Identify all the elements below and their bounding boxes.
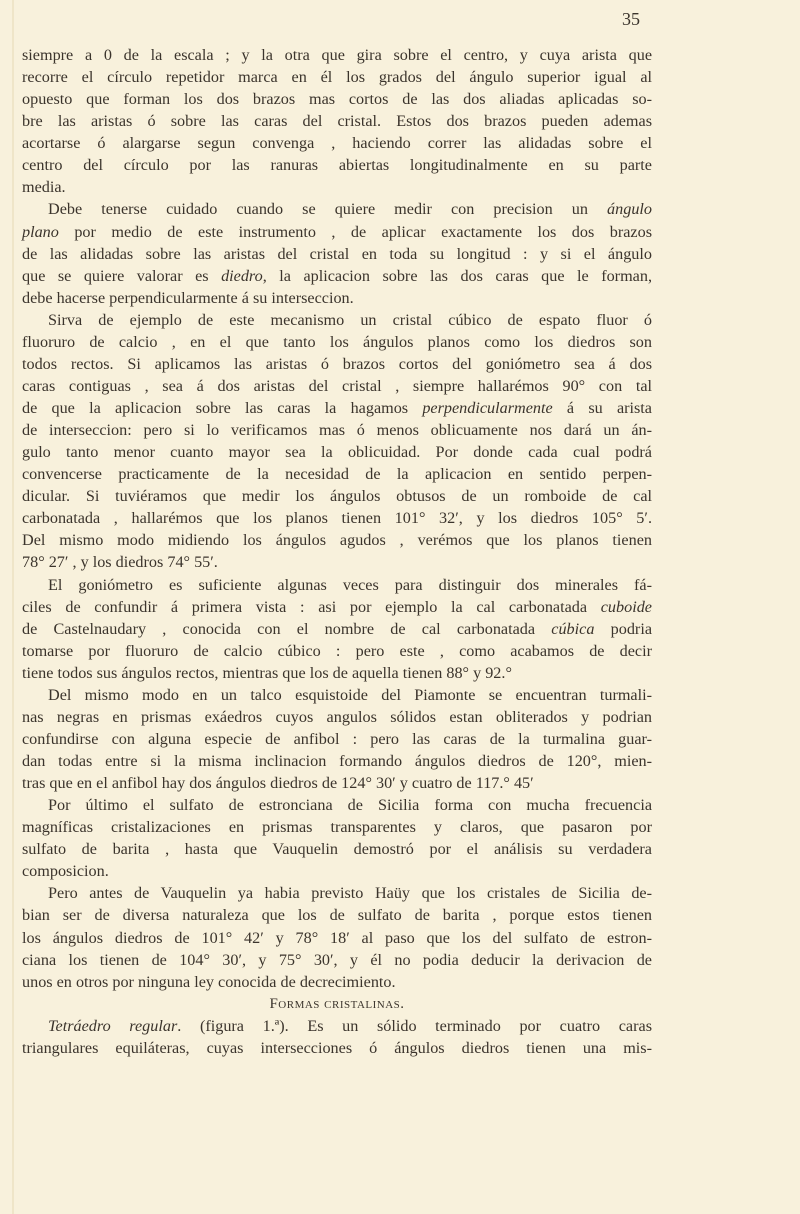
text-line-content [48,882,652,904]
text-line [22,662,652,684]
text-line [22,882,652,904]
text-line [22,529,652,551]
section-heading [22,993,652,1015]
text-line [22,463,652,485]
text-line [22,860,652,882]
text-line-content [22,551,218,573]
text-line-content [22,927,652,949]
text-line-content [22,971,396,993]
text-segment: Del mismo modo en un talco esquistoide del Piamonte se encuentran turmali- [48,685,652,704]
text-line [22,1015,652,1037]
text-line-content [22,287,354,309]
text-segment: unos en otros por ninguna ley conocida de decrecimiento. [22,972,396,991]
text-line [22,110,652,132]
text-line [22,176,652,198]
text-line-content [22,44,652,66]
italic-text: diedro [221,266,263,285]
text-line [22,596,652,618]
text-segment: convencerse practicamente de la necesidad de la aplicacion en sentido perpen- [22,465,653,484]
text-segment: de las alidadas sobre las aristas del cristal en toda su longitud : y si el ángulo [22,244,652,263]
text-line [22,816,652,838]
text-line [22,66,652,88]
text-segment: opuesto que forman los dos brazos mas cortos de las dos aliadas aplicadas so- [22,90,652,109]
text-segment: á su arista [552,399,652,417]
text-line-content [22,507,652,529]
text-line [22,904,652,926]
italic-text: Tetráedro regular [48,1016,178,1035]
text-line-content [22,640,652,662]
text-segment: recorre el círculo repetidor marca en él los grados del ángulo superior igual al [22,68,652,87]
italic-text: perpendicularmente [422,399,553,417]
text-line-content [48,309,652,331]
text-segment: ciles de confundir á primera vista : asi por ejemplo la cal carbonatada [22,597,601,616]
text-segment: podria [594,619,653,638]
text-segment: fluoruro de calcio , en el que tanto los ángulos planos como los diedros son [22,332,652,351]
text-line-content [22,88,652,110]
text-line [22,684,652,706]
text-line-content [22,750,652,772]
page-number: 35 [622,9,640,29]
text-line [22,772,652,794]
text-line [22,574,652,596]
text-segment: todos rectos. Si aplicamos las aristas ó brazos cortos del goniómetro sea á dos [22,354,652,373]
text-line [22,927,652,949]
text-line [22,132,652,154]
text-line [22,397,652,419]
text-line-content [269,993,404,1015]
page-edge-shadow [12,0,14,1214]
italic-text: plano [22,222,59,241]
text-line-content [22,66,652,88]
text-line [22,485,652,507]
text-line-content [22,176,66,198]
text-segment: bian ser de diversa naturaleza que los de sulfato de barita , porque estos tienen [22,906,652,925]
text-line [22,353,652,375]
text-segment: magníficas cristalizaciones en prismas transparentes y claros, que pasaron por [22,818,653,837]
text-segment: carbonatada , hallarémos que los planos tienen 101° 32′, y los diedros 105° 5′. [22,509,652,528]
text-line-content [22,529,652,551]
text-segment: debe hacerse perpendicularmente á su interseccion. [22,288,354,307]
text-line [22,44,652,66]
text-line [22,265,652,287]
text-line-content [22,331,652,353]
text-segment: Pero antes de Vauquelin ya habia previsto Haüy que los cristales de Sicilia de- [48,884,652,903]
text-line-content [22,816,652,838]
text-line-content [22,353,652,375]
text-line-content [22,154,652,176]
text-line [22,287,652,309]
text-line [22,375,652,397]
text-line-content [48,574,652,596]
text-segment: Por último el sulfato de estronciana de Sicilia forma con mucha frecuencia [48,796,653,815]
text-line-content [22,441,652,463]
text-segment: Formas cristalinas. [269,995,405,1012]
text-line-content [22,485,652,507]
text-segment: gulo tanto menor cuanto mayor sea la oblicuidad. Por donde cada cual podrá [22,443,652,462]
text-segment: siempre a 0 de la escala ; y la otra que gira sobre el centro, y cuya arista que [22,46,652,64]
text-line-content [22,618,652,640]
text-segment: Sirva de ejemplo de este mecanismo un cristal cúbico de espato fluor ó [48,310,652,329]
text-line [22,441,652,463]
text-segment: composicion. [22,862,109,881]
text-segment: El goniómetro es suficiente algunas veces para distinguir dos minerales fá- [48,575,652,594]
text-line-content [22,375,652,397]
text-line-content [22,419,652,441]
text-line-content [22,596,652,618]
text-line [22,1037,652,1059]
text-segment: dan todas entre si la misma inclinacion formando ángulos diedros de 120°, mien- [22,752,652,770]
text-line-content [22,110,652,132]
text-segment: 78° 27′ , y los diedros 74° 55′. [22,553,218,572]
text-segment: ciana los tienen de 104° 30′, y 75° 30′, y él no podia deducir la derivacion de [22,950,652,969]
text-line [22,640,652,662]
text-line-content [22,132,652,154]
text-line-content [22,949,652,971]
text-line [22,728,652,750]
text-segment: tomarse por fluoruro de calcio cúbico : pero este , como acabamos de decir [22,641,652,660]
text-segment: sulfato de barita , hasta que Vauquelin demostró por el análisis su verdadera [22,840,652,859]
text-segment: acortarse ó alargarse segun convenga , haciendo correr las alidadas sobre el [22,134,652,153]
text-line-content [22,838,652,860]
text-line-content [22,706,652,728]
text-line [22,618,652,640]
text-line-content [22,397,652,419]
text-segment: centro del círculo por las ranuras abiertas longitudinalmente en su parte [22,156,652,175]
text-segment: de Castelnaudary , conocida con el nombre de cal carbonatada [22,619,552,638]
text-line-content [48,684,652,706]
text-line [22,243,652,265]
text-line [22,419,652,441]
text-segment: los ángulos diedros de 101° 42′ y 78° 18′ al paso que los del sulfato de estron- [22,928,652,947]
text-segment: media. [22,178,66,197]
text-segment: bre las aristas ó sobre las caras del cristal. Estos dos brazos pueden ademas [22,112,653,131]
text-line [22,551,652,573]
text-segment: de que la aplicacion sobre las caras la hagamos [22,399,423,417]
text-line-content [22,904,652,926]
text-line-content [48,1015,652,1037]
text-line-content [22,728,652,750]
text-segment: , la aplicacion sobre las dos caras que le forman, [262,266,652,285]
text-line [22,198,652,220]
text-line-content [22,463,652,485]
italic-text: ángulo [607,200,652,219]
text-segment: dicular. Si tuviéramos que medir los ángulos obtusos de un romboide de cal [22,487,652,506]
text-line-content [22,265,652,287]
text-segment: de interseccion: pero si lo verificamos mas ó menos oblicuamente nos dará un án- [22,421,652,440]
text-line-content [22,221,652,243]
text-line-content [48,198,652,220]
text-line [22,154,652,176]
text-line [22,750,652,772]
text-line [22,949,652,971]
text-segment: Del mismo modo midiendo los ángulos agudos , verémos que los planos tienen [22,531,652,550]
text-segment: que se quiere valorar es [22,266,222,285]
italic-text: cúbica [551,619,595,638]
text-segment: Debe tenerse cuidado cuando se quiere medir con precision un [48,200,608,219]
text-segment: caras contiguas , sea á dos aristas del cristal , siempre hallarémos 90° con tal [22,376,652,395]
text-line-content [22,243,652,265]
text-line-content [22,662,512,684]
text-segment: confundirse con alguna especie de anfibol : pero las caras de la turmalina guar- [22,729,652,748]
text-line [22,838,652,860]
text-segment: nas negras en prismas exáedros cuyos angulos sólidos estan obliterados y podrian [22,707,652,726]
text-line [22,971,652,993]
italic-text: cuboide [600,597,652,616]
text-segment: . (figura 1.ª). Es un sólido terminado por cuatro caras [177,1016,652,1035]
text-segment: tiene todos sus ángulos rectos, mientras que los de aquella tienen 88° y 92.° [22,663,512,682]
body-text [22,44,652,1059]
text-line [22,507,652,529]
text-line-content [22,860,109,882]
text-line [22,794,652,816]
text-line [22,331,652,353]
text-line [22,88,652,110]
text-line [22,309,652,331]
text-line-content [22,772,534,794]
text-line [22,706,652,728]
text-segment: triangulares equiláteras, cuyas intersecciones ó ángulos diedros tienen una mis- [22,1038,652,1057]
text-line-content [48,794,652,816]
text-line-content [22,1037,652,1059]
text-segment: tras que en el anfibol hay dos ángulos diedros de 124° 30′ y cuatro de 117.° 45′ [22,774,534,793]
text-segment: por medio de este instrumento , de aplicar exactamente los dos brazos [58,222,652,241]
text-line [22,221,652,243]
